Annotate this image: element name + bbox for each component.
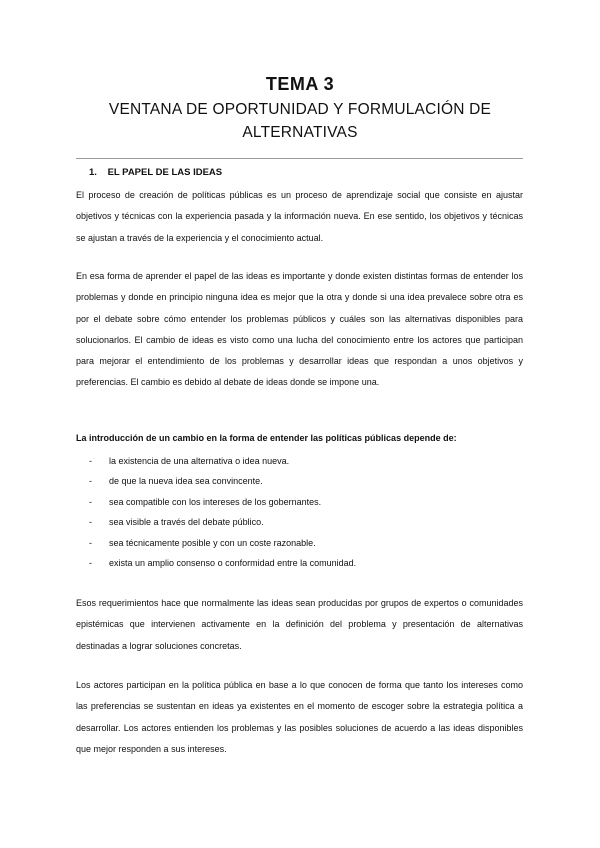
- list-item: - sea visible a través del debate público.: [89, 517, 264, 528]
- section-title: EL PAPEL DE LAS IDEAS: [107, 167, 223, 178]
- list-item: - sea compatible con los intereses de los gobernantes.: [89, 496, 322, 507]
- requirements-list: [89, 451, 356, 573]
- section-heading: [89, 167, 222, 178]
- paragraph-3: Esos requerimientos hace que normalmente las ideas sean producidas por grupos de expertos o comunidades epistémicas que intervienen activamente en la definición del problema y presentación de alternativas destinadas a lograr soluciones concretas.: [76, 598, 523, 651]
- list-item: - sea técnicamente posible y con un coste razonable.: [89, 537, 316, 548]
- list-intro: La introducción de un cambio en la forma de entender las políticas públicas depende de:: [76, 433, 457, 443]
- section-number: 1.: [89, 167, 97, 178]
- document-title: TEMA 3: [265, 74, 335, 94]
- list-item: - de que la nueva idea sea convincente.: [89, 476, 263, 487]
- title-divider: [76, 158, 523, 159]
- list-item: - exista un amplio consenso o conformidad entre la comunidad.: [89, 557, 357, 568]
- paragraph-2: En esa forma de aprender el papel de las ideas es importante y donde existen distintas formas de entender los problemas y donde en principio ninguna idea es mejor que la otra y donde si una idea prevalece sobre otra es por el debate sobre cómo entender los problemas públicos y cuáles son las alternativas disponibles para solucionarlos. El cambio de ideas es visto como una lucha del conocimiento entre los actores que participan para mejorar el entendimiento de los problemas y desarrollar ideas que respondan a unos objetivos y preferencias. El cambio es debido al debate de ideas donde se impone una.: [76, 271, 523, 388]
- list-item: - la existencia de una alternativa o idea nueva.: [89, 456, 290, 466]
- document-subtitle: VENTANA DE OPORTUNIDAD Y FORMULACIÓN DE ALTERNATIVAS: [108, 101, 492, 141]
- paragraph-4: Los actores participan en la política pública en base a lo que conocen de forma que tanto los intereses como las preferencias se sustentan en ideas ya existentes en el momento de escoger sobre la estrategia política a desarrollar. Los actores entienden los problemas y las posibles soluciones de acuerdo a las ideas disponibles que mejor responden a sus intereses.: [76, 680, 523, 754]
- paragraph-1: El proceso de creación de políticas públicas es un proceso de aprendizaje social que consiste en ajustar objetivos y técnicas con la experiencia pasada y la información nueva. En ese sentido, los objetivos y técnicas se ajustan a través de la experiencia y el conocimiento actual.: [76, 190, 523, 243]
